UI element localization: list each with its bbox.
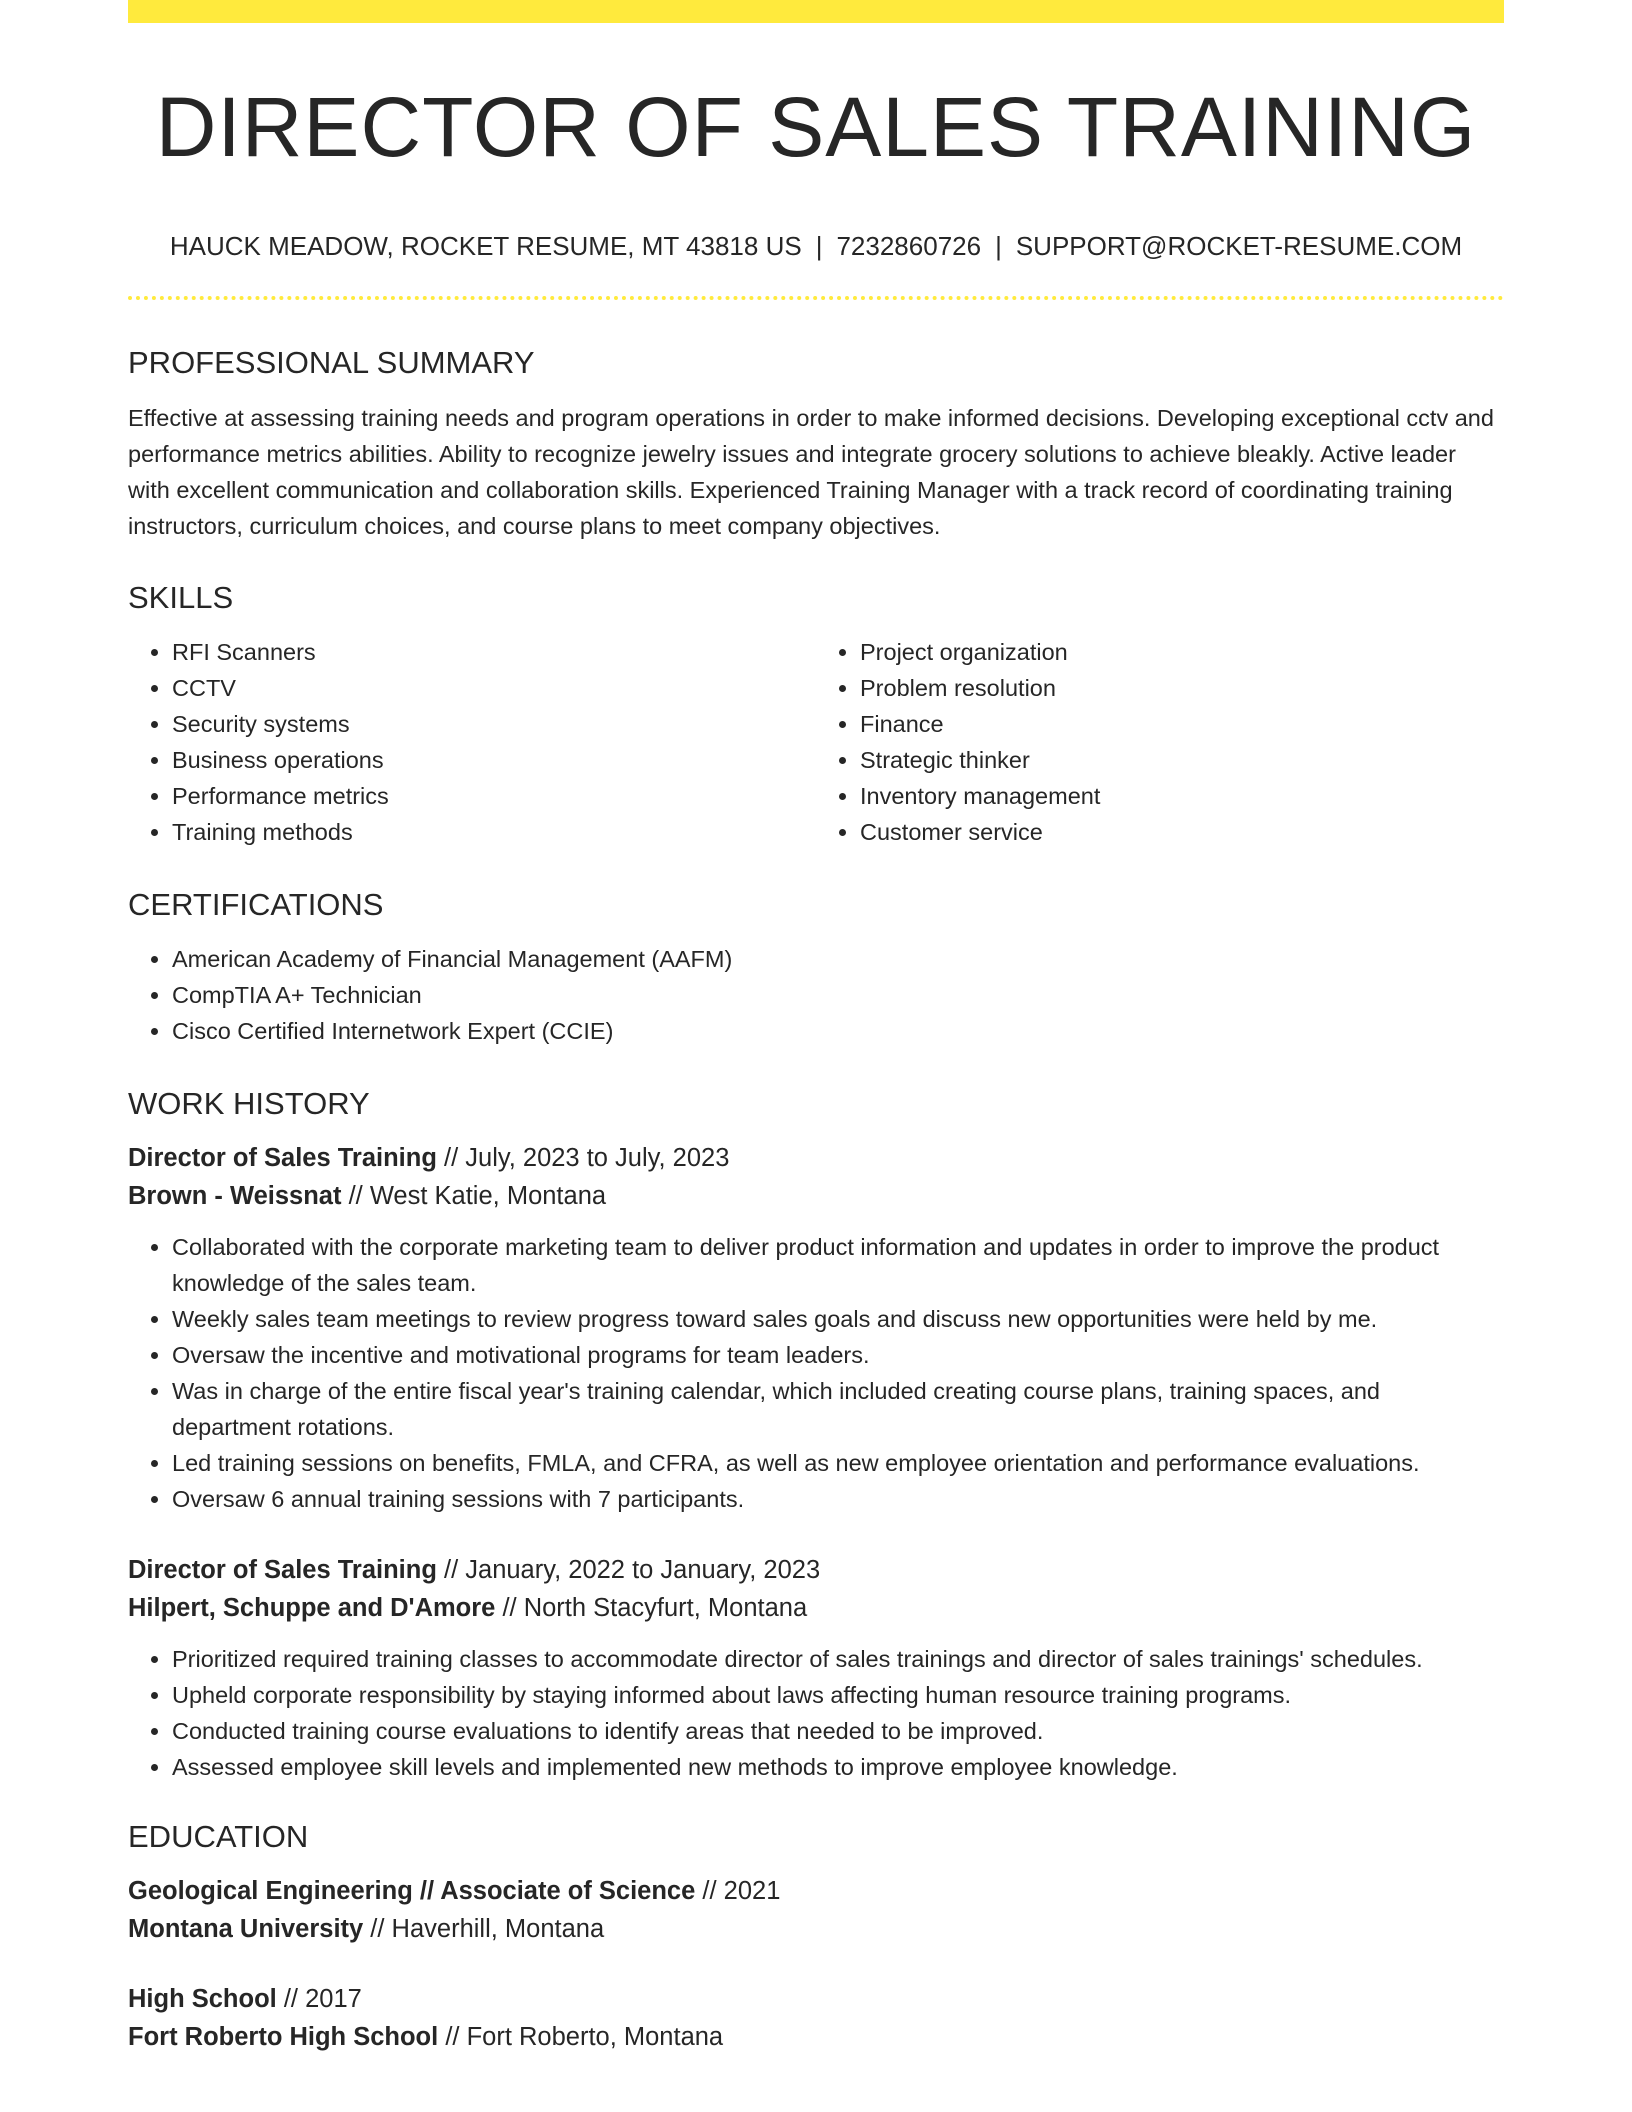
education-degree: High School	[128, 1985, 277, 2013]
contact-separator: |	[815, 231, 823, 261]
contact-phone: 7232860726	[836, 231, 982, 261]
education-degree: Geological Engineering // Associate of Science	[128, 1877, 696, 1905]
contact-email: SUPPORT@ROCKET-RESUME.COM	[1015, 231, 1463, 261]
certifications-heading: CERTIFICATIONS	[128, 887, 384, 922]
top-accent-bar	[128, 0, 1504, 23]
job-bullet: • Oversaw 6 annual training sessions with 7 participants.	[172, 1481, 1504, 1517]
job-location: // West Katie, Montana	[341, 1182, 607, 1210]
education-heading: EDUCATION	[128, 1819, 309, 1854]
job-dates: // January, 2022 to January, 2023	[436, 1556, 821, 1584]
job-bullet: • Was in charge of the entire fiscal year's training calendar, which included creating course plans, training spaces, and department rotations.	[172, 1373, 1504, 1445]
education-school: Fort Roberto High School	[128, 2023, 439, 2051]
contact-address: HAUCK MEADOW, ROCKET RESUME, MT 43818 US	[169, 231, 802, 261]
skill-item: • CCTV	[172, 670, 816, 706]
education-year: // 2017	[276, 1985, 362, 2013]
job-bullet: • Upheld corporate responsibility by staying informed about laws affecting human resource training programs.	[172, 1677, 1504, 1713]
contact-separator: |	[995, 231, 1002, 261]
job-company-line	[128, 1177, 1504, 1215]
job-entry	[128, 1139, 1504, 1517]
dotted-divider	[128, 296, 1504, 300]
education-location: // Fort Roberto, Montana	[438, 2023, 724, 2051]
certification-item: • Cisco Certified Internetwork Expert (CCIE)	[172, 1013, 1504, 1049]
education-location: // Haverhill, Montana	[363, 1915, 605, 1943]
skill-item: • Customer service	[860, 814, 1504, 850]
job-entry	[128, 1551, 1504, 1785]
certification-item: • CompTIA A+ Technician	[172, 977, 1504, 1013]
certifications-list	[128, 941, 1504, 1049]
skill-item: • Performance metrics	[172, 778, 816, 814]
education-year: // 2021	[695, 1877, 781, 1905]
job-bullets	[128, 1641, 1504, 1785]
skills-list-left	[128, 634, 816, 850]
job-bullet: • Oversaw the incentive and motivational programs for team leaders.	[172, 1337, 1504, 1373]
education-school-line	[128, 1910, 1504, 1948]
job-bullet: • Collaborated with the corporate marketing team to deliver product information and updates in order to improve the product knowledge of the sales team.	[172, 1229, 1504, 1301]
work-history-heading: WORK HISTORY	[128, 1086, 370, 1121]
job-bullet: • Conducted training course evaluations to identify areas that needed to be improved.	[172, 1713, 1504, 1749]
job-dates: // July, 2023 to July, 2023	[436, 1144, 730, 1172]
education-degree-line	[128, 1980, 1504, 2018]
education-entry	[128, 1872, 1504, 1948]
summary-text: Effective at assessing training needs and program operations in order to make informed decisions. Developing exceptional cctv and performance metrics abilities. Ability to recognize jewelry issues and integrate grocery solutions to achieve bleakly. Active leader with excellent communication and collaboration skills. Experienced Training Manager with a track record of coordinating training instructors, curriculum choices, and course plans to meet company objectives.	[128, 405, 1494, 539]
skill-item: • Project organization	[860, 634, 1504, 670]
job-role: Director of Sales Training	[128, 1144, 437, 1172]
job-bullet: • Assessed employee skill levels and implemented new methods to improve employee knowledge.	[172, 1749, 1504, 1785]
skill-item: • Inventory management	[860, 778, 1504, 814]
skill-item: • Business operations	[172, 742, 816, 778]
education-degree-line	[128, 1872, 1504, 1910]
job-bullet: • Weekly sales team meetings to review progress toward sales goals and discuss new opportunities were held by me.	[172, 1301, 1504, 1337]
job-company: Brown - Weissnat	[128, 1182, 342, 1210]
job-title-line	[128, 1551, 1504, 1589]
skill-item: • Strategic thinker	[860, 742, 1504, 778]
summary-heading: PROFESSIONAL SUMMARY	[128, 345, 535, 380]
skill-item: • Security systems	[172, 706, 816, 742]
skill-item: • Problem resolution	[860, 670, 1504, 706]
education-school-line	[128, 2018, 1504, 2056]
job-bullets	[128, 1229, 1504, 1517]
contact-line	[128, 233, 1504, 259]
resume-page	[128, 0, 1504, 2056]
candidate-title: DIRECTOR OF SALES TRAINING	[155, 80, 1477, 174]
skill-item: • Training methods	[172, 814, 816, 850]
skill-item: • RFI Scanners	[172, 634, 816, 670]
job-location: // North Stacyfurt, Montana	[495, 1594, 808, 1622]
skills-heading: SKILLS	[128, 580, 234, 615]
job-title-line	[128, 1139, 1504, 1177]
skills-list-right	[816, 634, 1504, 850]
job-company-line	[128, 1589, 1504, 1627]
job-company: Hilpert, Schuppe and D'Amore	[128, 1594, 496, 1622]
job-bullet: • Led training sessions on benefits, FMLA, and CFRA, as well as new employee orientation and performance evaluations.	[172, 1445, 1504, 1481]
education-school: Montana University	[128, 1915, 364, 1943]
skill-item: • Finance	[860, 706, 1504, 742]
job-role: Director of Sales Training	[128, 1556, 437, 1584]
job-bullet: • Prioritized required training classes to accommodate director of sales trainings and director of sales trainings' schedules.	[172, 1641, 1504, 1677]
education-entry	[128, 1980, 1504, 2056]
certification-item: • American Academy of Financial Management (AAFM)	[172, 941, 1504, 977]
skills-columns	[128, 634, 1504, 850]
